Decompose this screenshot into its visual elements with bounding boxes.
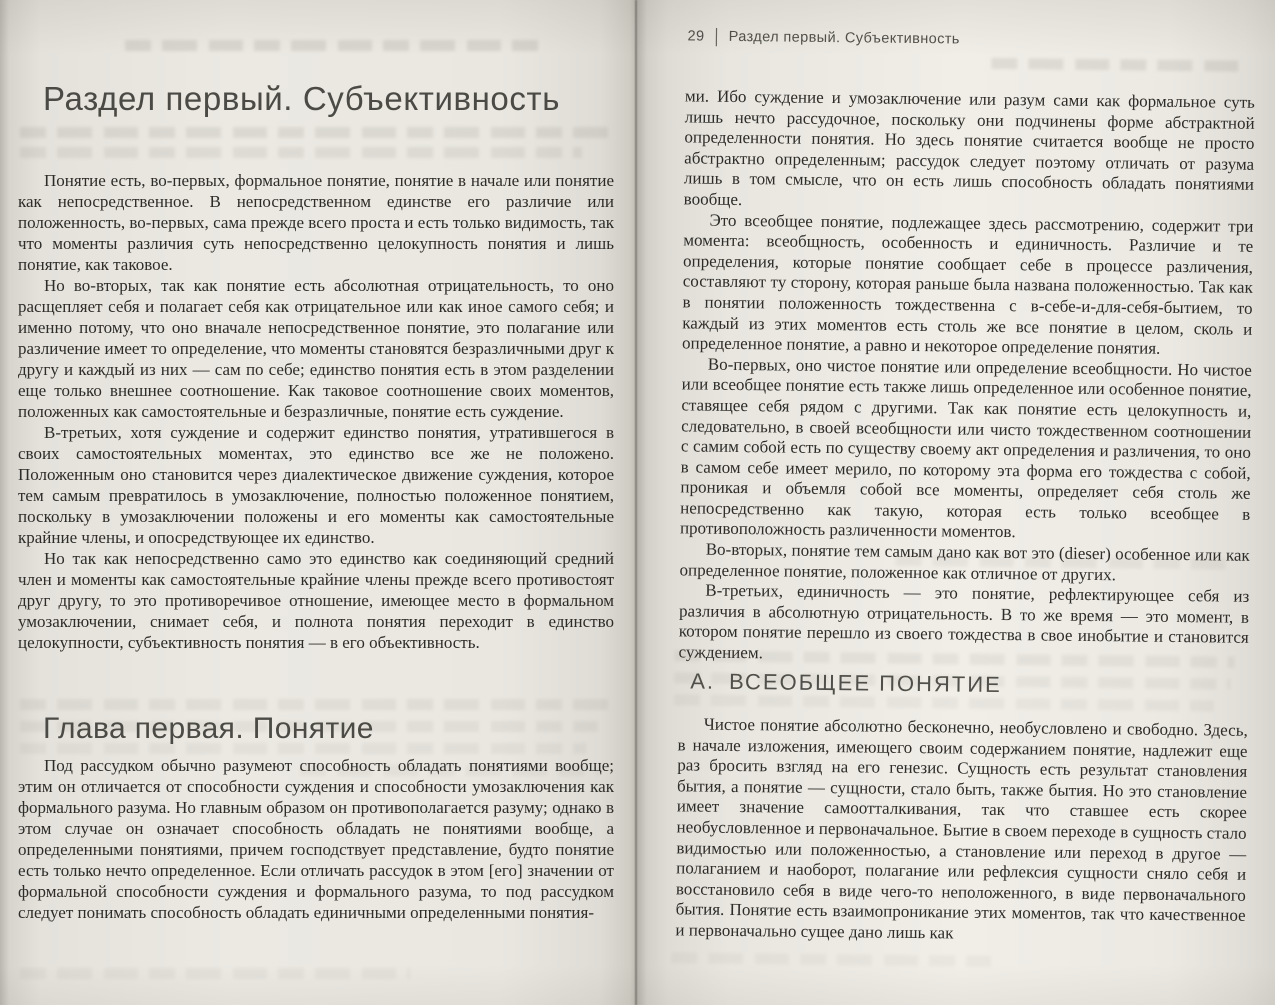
page-gutter-shadow (635, 0, 637, 1005)
paragraph: Во-вторых, понятие тем самым дано как вот это (dieser) особенное или как определенное понятие, положенное как отличное от других. (679, 539, 1250, 584)
paragraph: Это всеобщее понятие, подлежащее здесь рассмотрению, содержит три момента: всеобщность, особенность и единичность. Различие и те определения, которые понятие сообщает себе в процессе различения, составляют ту сторону, которая раньше была названа положенностью. Так как в понятии положенность тождественна с в-себе-и-для-себя-бытием, то каждый из этих моментов есть столь же все понятие в целом, сколь и определенное понятие, а равно и некоторое определение понятия. (682, 210, 1254, 358)
paragraph: Но так как непосредственно само это единство как соединяющий средний член и моменты как самостоятельные крайние члены прежде всего противостоят друг другу, то это противоречивое отношение, имеющее место в формальном умозаключении, снимает себя, и полнота понятия переходит в единство целокупности, субъективность понятия — в его объективность. (18, 549, 614, 652)
subsection-letter: А. (690, 668, 716, 694)
paragraph: Понятие есть, во-первых, формальное понятие, понятие в начале или понятие как непосредственное. В непосредственном единстве его различие или положенность, во-первых, сама прежде всего проста и есть только видимость, так что моменты различия суть непосредственно целокупность понятия и лишь понятие, как таковое. (18, 171, 614, 274)
showthrough-ghost (20, 147, 582, 158)
right-body-bottom (675, 714, 1248, 955)
right-page (641, 0, 1275, 1005)
paragraph: Но во-вторых, так как понятие есть абсолютная отрицательность, то оно расщепляет себя и полагает себя как отрицательное или как иное самого себя; и именно потому, что оно вначале непосредственное понятие, это полагание или различение имеет то определение, что моменты становятся безразличными друг к другу и каждый из них — сам по себе; единство понятия есть в этом разделении еще только внешнее соотношение. Как таковое соотношение своих моментов, положенных как самостоятельные и безразличные, понятие есть суждение. (18, 276, 614, 421)
page-number: 29 (687, 28, 705, 45)
running-head-separator: | (714, 25, 719, 48)
right-body-top (678, 86, 1255, 670)
section-title: Раздел первый. Субъективность (43, 80, 560, 117)
paragraph: ми. Ибо суждение и умозаключение или разум сами как формальное суть лишь нечто рассудочное, поскольку они подчинены форме абстрактной определенности понятия. Но здесь понятие считается вообще не просто абстрактно определенным; рассудок следует поэтому отличать от разума лишь в том смысле, что он есть лишь способность обладать понятиями вообще. (683, 86, 1255, 210)
running-head (687, 25, 960, 48)
showthrough-ghost (20, 127, 608, 138)
left-body-top (18, 170, 614, 708)
showthrough-ghost (671, 952, 991, 967)
subsection-heading (690, 668, 1002, 698)
showthrough-ghost (991, 58, 1239, 72)
paragraph: Чистое понятие абсолютно бесконечно, необусловлено и свободно. Здесь, в начале изложения, имеющего своим содержанием понятие, надлежит еще раз бросить взгляд на его генезис. Сущность есть результат становления бытия, а понятие — сущности, стало быть, также бытия. Но это становление имеет значение самоотталкивания, так что ставшее есть скорее необусловленное и первоначальное. Бытие в своем переходе в сущность стало видимостью или положенностью, а становление или переход в другое — полаганием и наоборот, полагание или рефлексия сущности сняло себя и восстановило себя в виде чего-то неположенного, в виде первоначального бытия. Понятие есть взаимопроникание этих моментов, так что качественное и первоначально сущее дано лишь как (675, 714, 1248, 943)
subsection-title: ВСЕОБЩЕЕ ПОНЯТИЕ (728, 668, 1002, 698)
paragraph: В-третьих, хотя суждение и содержит единство понятия, утратившегося в своих самостоятельных моментах, это единство все же не положено. Положенным оно становится через диалектическое движение суждения, которое тем самым превратилось в умозаключение, полностью положенное понятием, поскольку в умозаключении положены и его моменты как самостоятельные крайние члены, и опосредствующее их единство. (18, 423, 614, 547)
chapter-heading: Глава первая. Понятие (43, 712, 374, 745)
running-head-title: Раздел первый. Субъективность (728, 28, 960, 48)
left-body-bottom (18, 755, 614, 970)
paragraph: Во-первых, оно чистое понятие или определение всеобщности. Но чистое или всеобщее понятие есть также лишь определенное или особенное понятие, ставящее себя рядом с другими. Так как понятие есть целокупность и, следовательно, в своей всеобщности или чисто тождественном соотношении с самим собой есть по существу своему акт определения и различения, то оно в самом себе имеет мерило, по которому эта форма его тождества с собой, проникая и объемля собой все моменты, определяет себя столь же непосредственно как такую, которая есть только всеобщее в противоположность различенности моментов. (679, 354, 1252, 542)
showthrough-ghost (125, 40, 540, 51)
paragraph: В-третьих, единичность — это понятие, рефлектирующее себя из различия в абсолютную отрицательность. В то же время — это момент, в котором понятие перешло из своего тождества в свое инобытие и становится суждением. (678, 580, 1250, 663)
paragraph: Под рассудком обычно разумеют способность обладать понятиями вообще; этим он отличается от способности суждения и способности умозаключения как формального разума. Но главным образом он противополагается разуму; однако в этом случае он означает способность обладать не понятиями вообще, а определенными понятиями, причем господствует представление, будто понятие есть только нечто определенное. Если отличать рассудок в этом [его] значении от формальной способности суждения и формального разума, то под рассудком следует понимать способность обладать единичными определенными понятия- (18, 756, 614, 922)
